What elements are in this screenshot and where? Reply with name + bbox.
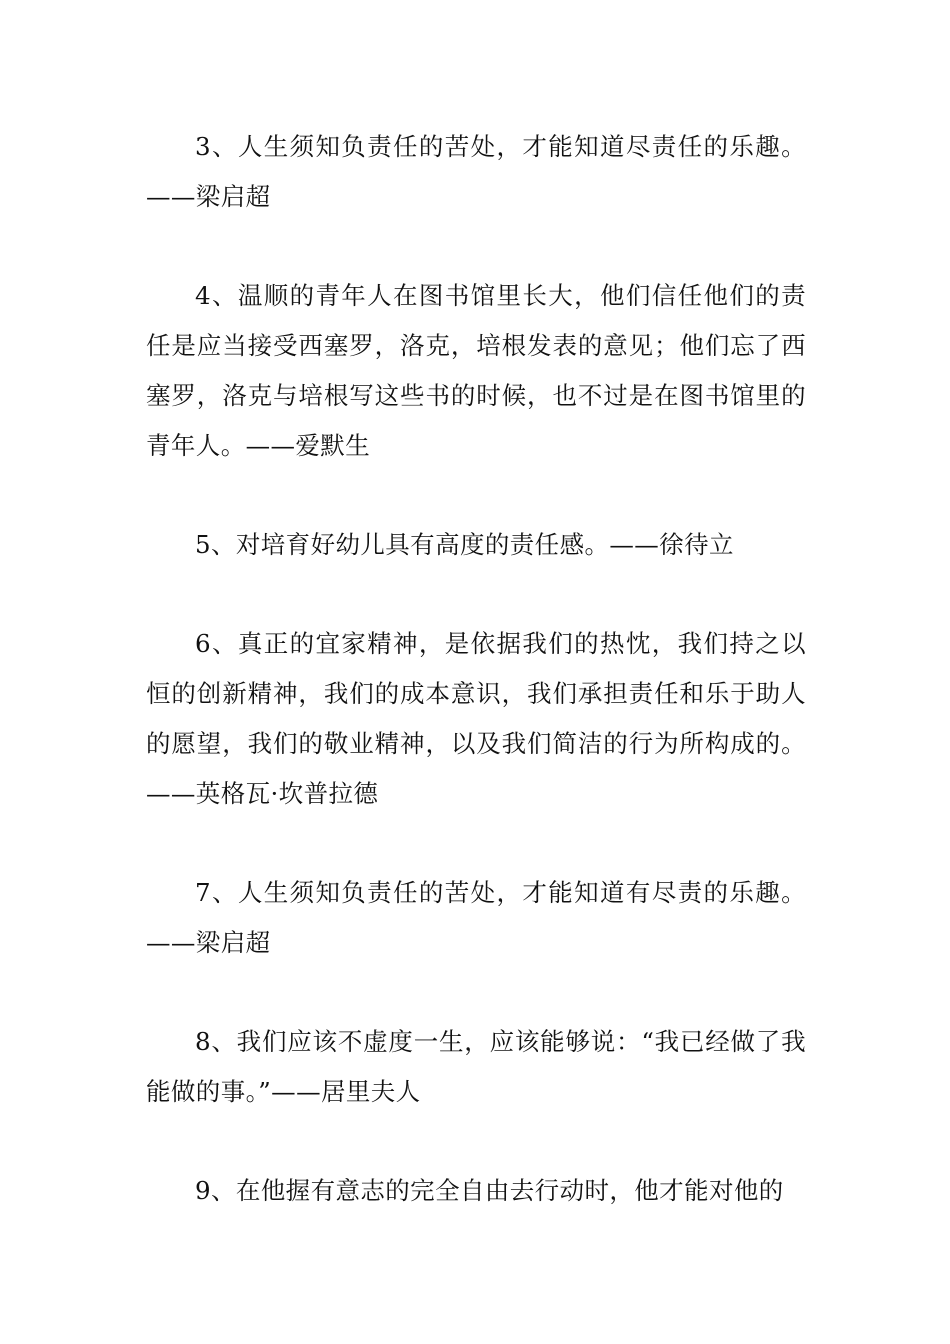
quote-paragraph: 6、真正的宜家精神，是依据我们的热忱，我们持之以恒的创新精神，我们的成本意识，我们承担责任和乐于助人的愿望，我们的敬业精神，以及我们简洁的行为所构成的。——英格瓦·坎普拉德 [146, 629, 806, 808]
quote-paragraph: 9、在他握有意志的完全自由去行动时，他才能对他的 [195, 1176, 784, 1205]
quote-paragraph: 5、对培育好幼儿具有高度的责任感。——徐待立 [195, 530, 734, 559]
quote-paragraph: 8、我们应该不虚度一生，应该能够说：“我已经做了我能做的事。”——居里夫人 [146, 1027, 806, 1106]
quote-paragraph: 4、温顺的青年人在图书馆里长大，他们信任他们的责任是应当接受西塞罗，洛克，培根发表的意见；他们忘了西塞罗，洛克与培根写这些书的时候，也不过是在图书馆里的青年人。——爱默生 [146, 281, 806, 460]
quote-paragraph: 7、人生须知负责任的苦处，才能知道有尽责的乐趣。——梁启超 [146, 878, 806, 957]
quote-paragraph: 3、人生须知负责任的苦处，才能知道尽责任的乐趣。——梁启超 [146, 132, 806, 211]
document-body [146, 122, 806, 1216]
